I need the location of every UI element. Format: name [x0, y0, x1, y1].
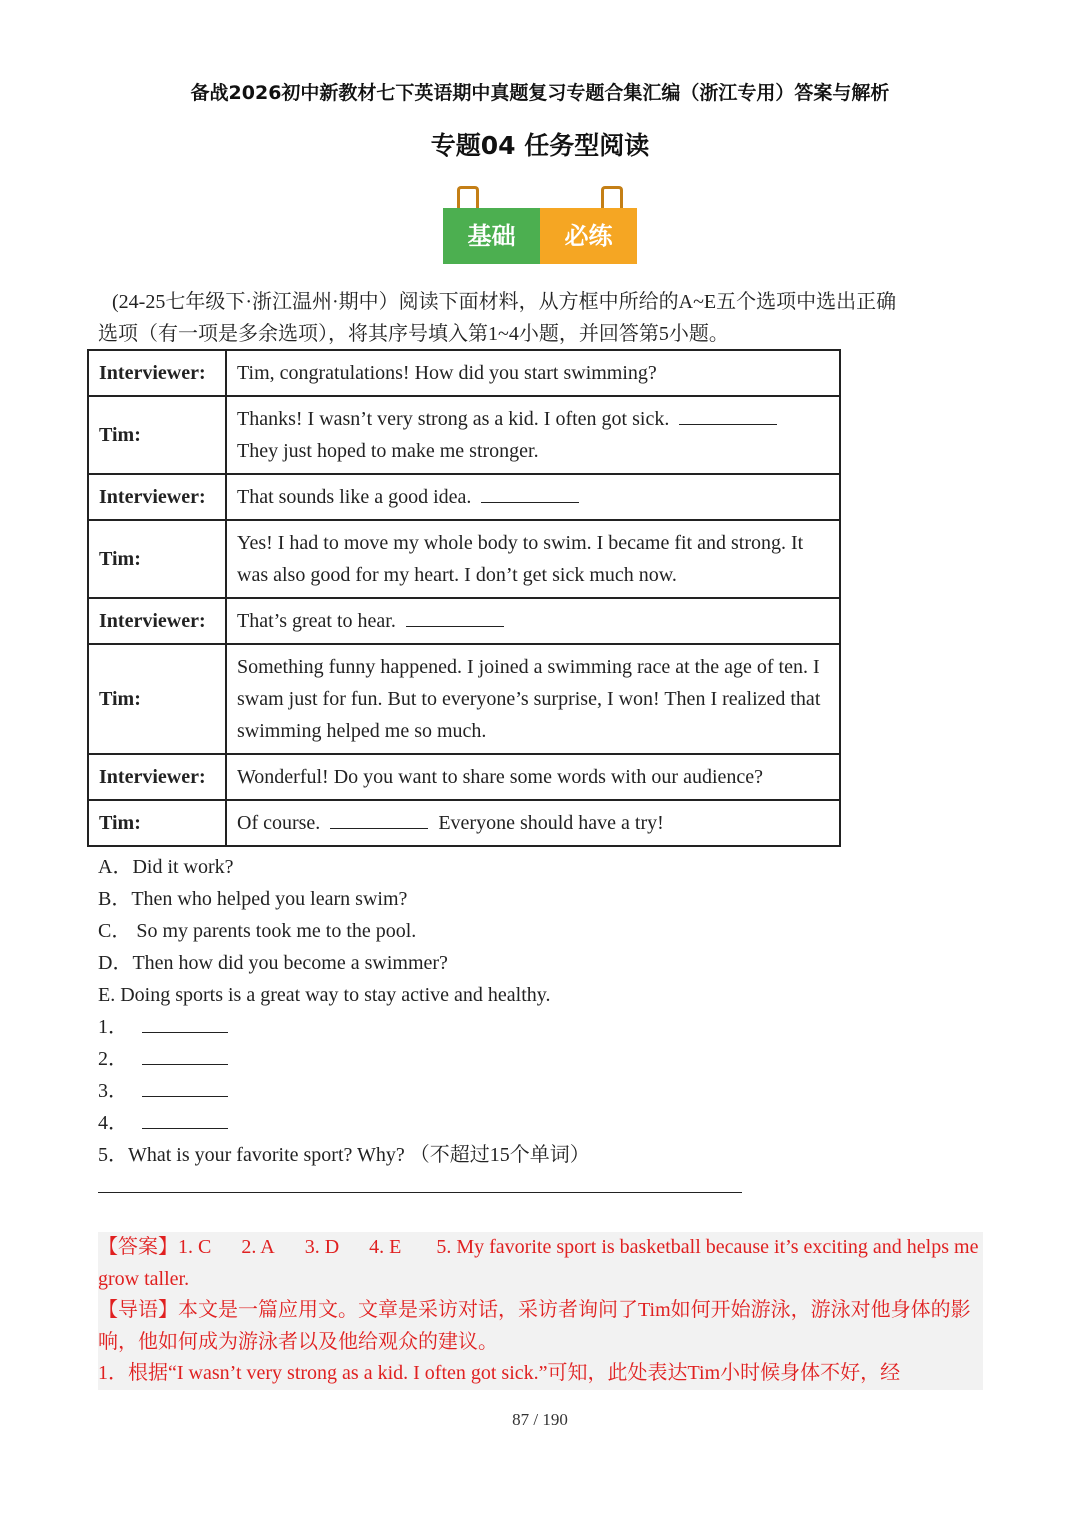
instructions-line: 选项（有一项是多余选项），将其序号填入第1~4小题，并回答第5小题。	[98, 323, 729, 345]
dialogue-text: Yes! I had to move my whole body to swim. I became fit and strong. It was also good for my heart. I don’t get sick much now.	[226, 520, 840, 598]
instructions	[98, 286, 988, 350]
table-row	[88, 598, 840, 644]
answer-5: 5. My favorite sport is basketball because it’s exciting and helps me grow taller.	[98, 1236, 979, 1290]
answer-item: 3. D	[304, 1236, 340, 1258]
blank-3[interactable]	[406, 608, 504, 627]
blank-1[interactable]	[679, 406, 777, 425]
dialogue-text	[226, 396, 840, 474]
question-5: 5．What is your favorite sport? Why? （不超过15个单词）	[98, 1144, 590, 1166]
answer-line[interactable]	[142, 1078, 228, 1097]
answer-item: 2. A	[241, 1236, 275, 1258]
table-row	[88, 754, 840, 800]
dialogue-text	[226, 474, 840, 520]
table-row	[88, 520, 840, 598]
section-badge	[443, 186, 637, 264]
answer-label: 【答案】	[98, 1236, 178, 1258]
blank-2[interactable]	[481, 484, 579, 503]
question-1	[98, 1011, 978, 1043]
dialogue-text-part: Of course.	[237, 812, 321, 834]
dialogue-text-part: Thanks! I wasn’t very strong as a kid. I often got sick.	[237, 408, 670, 430]
guide-text: 本文是一篇应用文。文章是采访对话，采访者询问了Tim如何开始游泳，游泳对他身体的影响，他如何成为游泳者以及他给观众的建议。	[98, 1299, 971, 1353]
answer-line[interactable]	[142, 1046, 228, 1065]
instructions-line: (24-25七年级下·浙江温州·期中）阅读下面材料，从方框中所给的A~E五个选项中选出正确	[112, 291, 897, 313]
dialogue-text-part: Everyone should have a try!	[438, 812, 664, 834]
option-b: B．Then who helped you learn swim?	[98, 888, 408, 910]
answer-key	[98, 1232, 983, 1295]
question-2	[98, 1043, 978, 1075]
speaker-label: Interviewer:	[88, 598, 226, 644]
option-e: E. Doing sports is a great way to stay active and healthy.	[98, 984, 551, 1006]
speaker-label: Interviewer:	[88, 350, 226, 396]
table-row	[88, 396, 840, 474]
speaker-label: Tim:	[88, 800, 226, 846]
option-d: D．Then how did you become a swimmer?	[98, 952, 448, 974]
question-number: 3．	[98, 1080, 128, 1102]
badge-left-text: 基础	[467, 222, 516, 250]
speaker-label: Interviewer:	[88, 754, 226, 800]
dialogue-text	[226, 598, 840, 644]
dialogue-text	[226, 800, 840, 846]
dialogue-text: Something funny happened. I joined a swimming race at the age of ten. I swam just for fun. But to everyone’s surprise, I won! Then I realized that swimming helped me so much.	[226, 644, 840, 754]
speaker-label: Tim:	[88, 644, 226, 754]
answer-line-long[interactable]	[98, 1192, 742, 1193]
badge-right-text: 必练	[564, 222, 613, 250]
question-number: 1．	[98, 1016, 128, 1038]
table-row	[88, 800, 840, 846]
table-row	[88, 644, 840, 754]
table-row	[88, 350, 840, 396]
dialogue-text-part: They just hoped to make me stronger.	[237, 440, 539, 462]
dialogue-text-part: That sounds like a good idea.	[237, 486, 472, 508]
answer-line[interactable]	[142, 1014, 228, 1033]
explanation-1: 1．根据“I wasn’t very strong as a kid. I often got sick.”可知，此处表达Tim小时候身体不好，经	[98, 1362, 901, 1384]
page-title: 专题04 任务型阅读	[430, 131, 650, 160]
answer-line[interactable]	[142, 1110, 228, 1129]
speaker-label: Tim:	[88, 520, 226, 598]
question-number: 4．	[98, 1112, 128, 1134]
speaker-label: Tim:	[88, 396, 226, 474]
table-row	[88, 474, 840, 520]
question-4	[98, 1107, 978, 1139]
answer-item: 1. C	[178, 1236, 212, 1258]
answer-item: 4. E	[369, 1236, 402, 1258]
dialogue-table	[87, 349, 841, 847]
speaker-label: Interviewer:	[88, 474, 226, 520]
page-header: 备战2026初中新教材七下英语期中真题复习专题合集汇编（浙江专用）答案与解析	[190, 82, 890, 104]
dialogue-text: Wonderful! Do you want to share some words with our audience?	[226, 754, 840, 800]
option-a: A．Did it work?	[98, 856, 234, 878]
guide	[98, 1295, 983, 1358]
dialogue-text: Tim, congratulations! How did you start swimming?	[226, 350, 840, 396]
option-c: C． So my parents took me to the pool.	[98, 920, 417, 942]
page-number: 87 / 190	[512, 1410, 568, 1429]
dialogue-text-part: That’s great to hear.	[237, 610, 396, 632]
options-list	[98, 851, 978, 1171]
guide-label: 【导语】	[98, 1299, 178, 1321]
answer-section	[98, 1232, 983, 1390]
question-3	[98, 1075, 978, 1107]
question-number: 2．	[98, 1048, 128, 1070]
blank-4[interactable]	[330, 810, 428, 829]
